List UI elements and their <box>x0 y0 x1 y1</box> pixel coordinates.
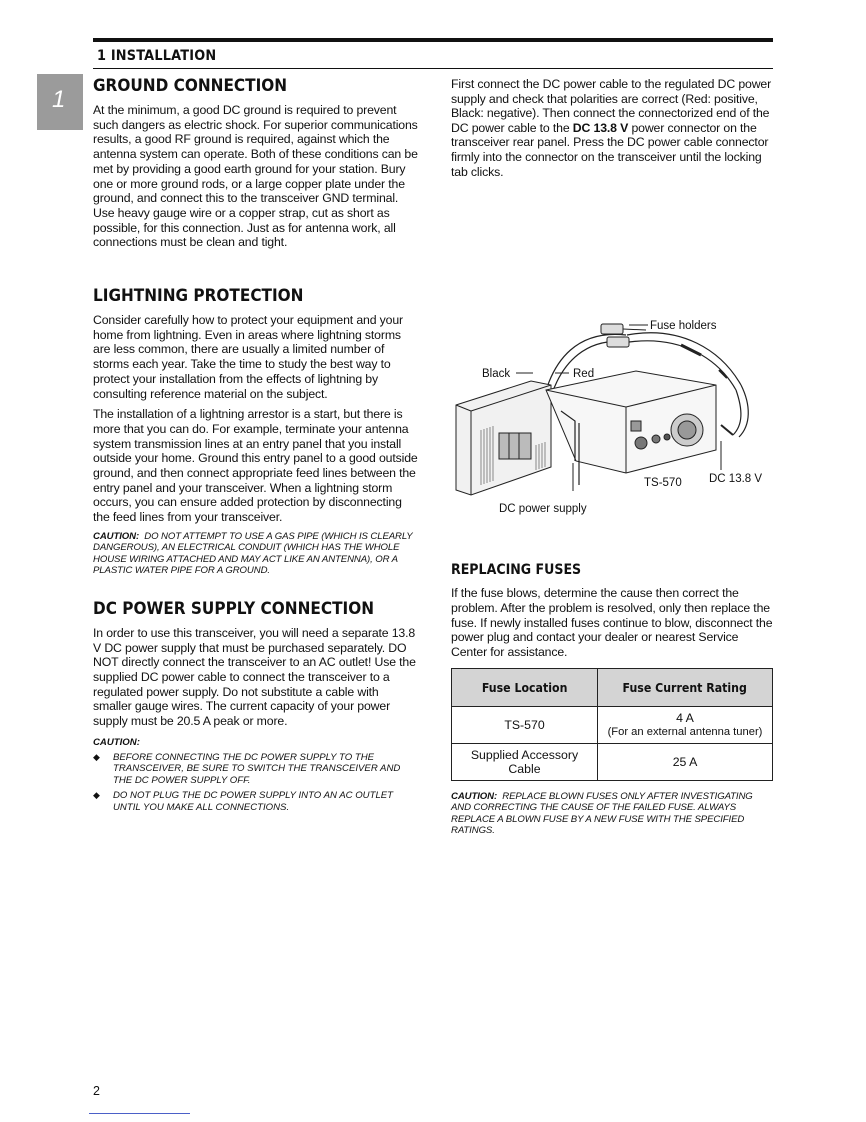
caution-label: CAUTION: <box>451 790 498 802</box>
dc-caution-list <box>93 752 418 814</box>
label-black: Black <box>482 368 511 381</box>
lightning-protection-title: LIGHTNING PROTECTION <box>93 286 304 307</box>
cell-rating: 4 A (For an external antenna tuner) <box>598 706 773 743</box>
footer-rule <box>89 1113 190 1114</box>
header-rule-thin <box>93 68 773 69</box>
caution-label: CAUTION: <box>93 530 140 542</box>
label-dc138: DC 13.8 V <box>709 473 763 486</box>
dc-caution-item-2: DO NOT PLUG THE DC POWER SUPPLY INTO AN AC OUTLET UNTIL YOU MAKE ALL CONNECTIONS. <box>113 790 394 813</box>
lightning-para-2: The installation of a lightning arrestor is a start, but there is more that you can do. For example, terminate your antenna system transmission lines at an entry panel that you install outside your home. Ground this entry panel to a good outside ground, and then connect appropriate feed lines between the entry panel and your transceiver. When a lightning storm occurs, you can ensure added protection by disconnecting the feed lines from your transceiver. <box>93 407 418 525</box>
diamond-bullet-icon: ◆ <box>93 751 100 762</box>
cell-location: TS-570 <box>452 706 598 743</box>
label-red: Red <box>573 368 595 381</box>
label-ts570: TS-570 <box>644 477 682 490</box>
left-column <box>93 76 418 817</box>
fuse-caution <box>451 791 773 837</box>
list-item <box>93 752 418 787</box>
cell-rating: 25 A <box>598 743 773 780</box>
power-connection-illustration <box>451 185 773 525</box>
diamond-bullet-icon: ◆ <box>93 790 100 801</box>
lightning-caution-text: DO NOT ATTEMPT TO USE A GAS PIPE (WHICH IS CLEARLY DANGEROUS), AN ELECTRICAL CONDUIT (WHICH HAS THE WHOLE HOUSE WIRING ATTACHED AND MAY ACT LIKE AN ANTENNA), OR A PLASTIC WATER PIPE FOR A GROUND. <box>93 530 413 577</box>
chapter-tab <box>37 74 83 130</box>
table-header-row <box>452 668 773 706</box>
fuse-caution-text: REPLACE BLOWN FUSES ONLY AFTER INVESTIGATING AND CORRECTING THE CAUSE OF THE FAILED FUSE. ALWAYS REPLACE A BLOWN FUSE BY A NEW FUSE WITH THE SPECIFIED RATINGS. <box>451 790 753 837</box>
list-item <box>93 790 418 813</box>
replacing-fuses-title: REPLACING FUSES <box>451 562 582 579</box>
header-rule-thick <box>93 38 773 42</box>
dc-caution-label: CAUTION: <box>93 736 140 748</box>
ground-connection-body: At the minimum, a good DC ground is required to prevent such dangers as electric shock. For superior communications results, a good RF ground is required, against which the antenna system can operate. Both of these conditions can be met by providing a good earth ground for your station. Bury one or more ground rods, or a large copper plate under the ground, and connect this to the transceiver GND terminal. Use heavy gauge wire or a copper strap, cut as short as possible, for this connection. Just as for antenna work, all connections must be clean and tight. <box>93 103 418 250</box>
lightning-caution <box>93 531 418 577</box>
cell-location: Supplied Accessory Cable <box>452 743 598 780</box>
connect-steps-text-a: First connect the DC power cable to the regulated DC power supply and check that polarities are correct (Red: positive, Black: negative). Then connect the connectorized end of the DC power cable to the <box>451 77 772 135</box>
dc-power-title: DC POWER SUPPLY CONNECTION <box>93 598 375 619</box>
right-column <box>451 77 773 837</box>
table-row <box>452 743 773 780</box>
fuse-table <box>451 668 773 781</box>
power-connection-figure <box>451 185 773 525</box>
label-dc-power-supply: DC power supply <box>499 503 587 516</box>
chapter-header-title: 1 INSTALLATION <box>97 48 217 64</box>
chapter-tab-number: 1 <box>52 86 66 113</box>
label-fuse-holders: Fuse holders <box>650 320 717 333</box>
lightning-para-1: Consider carefully how to protect your equipment and your home from lightning. Even in areas where lightning storms are less common, there are usually a limited number of storms each year. Take the time to study the best way to protect your installation from the effects of lightning by consulting reference material on the subject. <box>93 313 403 401</box>
connect-steps-body <box>451 77 773 179</box>
replacing-fuses-body: If the fuse blows, determine the cause then correct the problem. After the problem is resolved, only then replace the fuse. If newly installed fuses continue to blow, disconnect the power plug and contact your dealer or nearest Service Center for assistance. <box>451 586 773 659</box>
connect-steps-bold: DC 13.8 V <box>572 120 629 135</box>
col-header-rating: Fuse Current Rating <box>598 668 773 706</box>
col-header-location: Fuse Location <box>452 668 598 706</box>
table-row <box>452 706 773 743</box>
connect-steps-text-b: power connector on the transceiver rear panel. Press the DC power cable connector firmly into the connector on the transceiver until the locking tab clicks. <box>451 120 769 179</box>
dc-power-body: In order to use this transceiver, you will need a separate 13.8 V DC power supply that must be purchased separately. DO NOT directly connect the transceiver to an AC outlet! Use the supplied DC power cable to connect the transceiver to a regulated power supply. Do not substitute a cable with smaller gauge wires. The current capacity of your power supply must be 20.5 A peak or more. <box>93 625 416 729</box>
page-number: 2 <box>93 1084 100 1098</box>
dc-caution-item-1: BEFORE CONNECTING THE DC POWER SUPPLY TO THE TRANSCEIVER, BE SURE TO SWITCH THE TRANSCEIVER AND THE DC POWER SUPPLY OFF. <box>113 751 401 786</box>
ground-connection-title: GROUND CONNECTION <box>93 76 288 96</box>
